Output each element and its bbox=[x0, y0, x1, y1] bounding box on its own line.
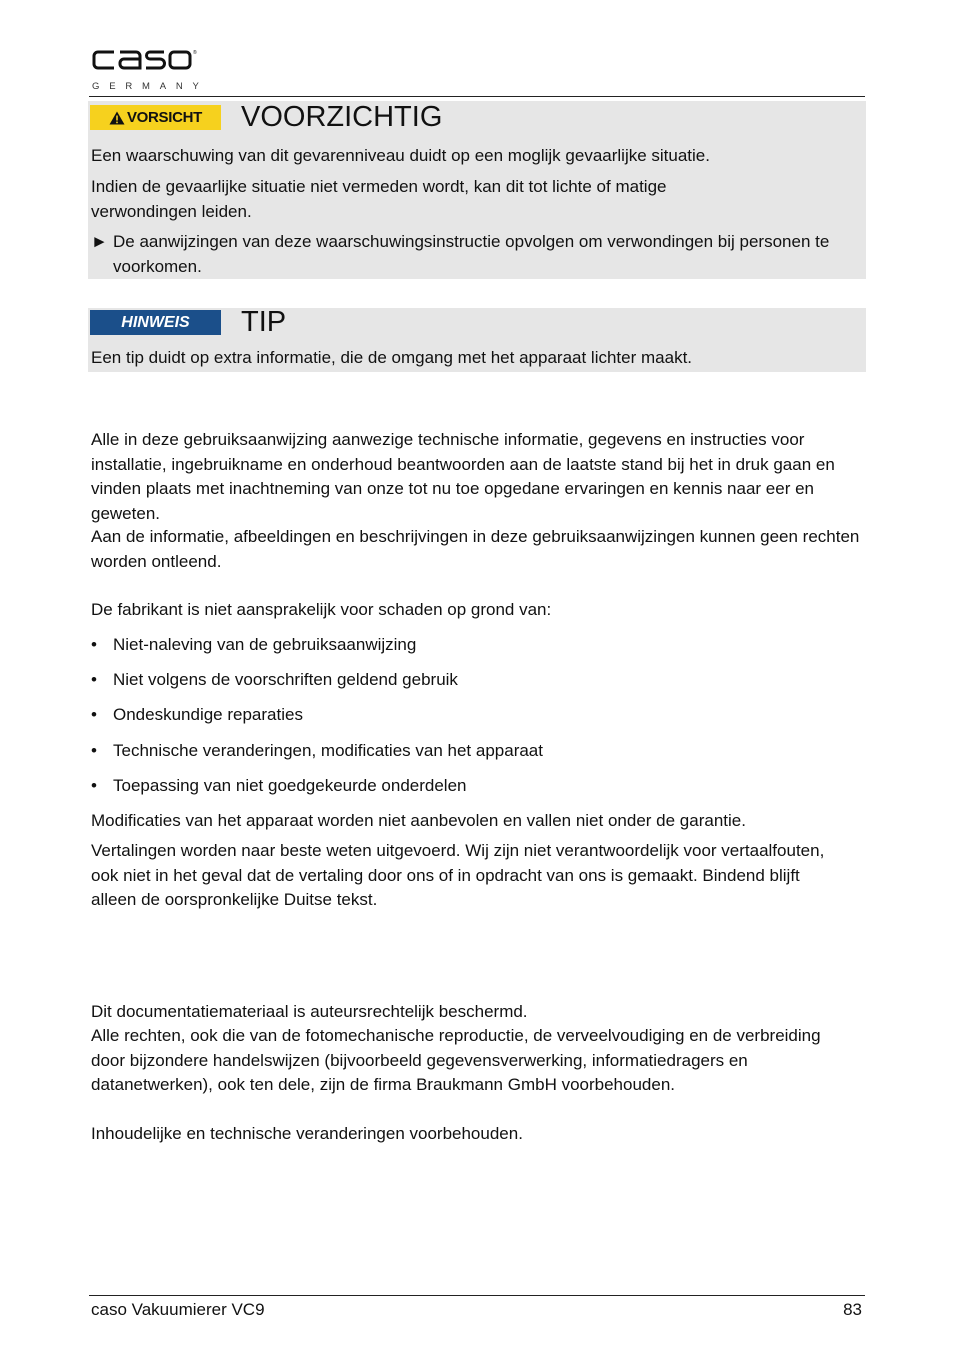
list-item bbox=[91, 633, 543, 668]
copyright-line: Alle rechten, ook die van de fotomechanische reproductie, de verveelvoudiging en de verbreiding door bijzondere handelswijzen (bijvoorbeeld gegevensverwerking, informatiedragers en datanetwerken), ook ten dele, zijn de firma Braukmann GmbH voorbehouden. bbox=[91, 1026, 821, 1094]
list-item-text: Niet volgens de voorschriften geldend gebruik bbox=[113, 670, 458, 690]
list-item-text: Ondeskundige reparaties bbox=[113, 705, 303, 725]
copyright-line: Inhoudelijke en technische veranderingen voorbehouden. bbox=[91, 1124, 523, 1143]
tip-text: Een tip duidt op extra informatie, die de omgang met het apparaat lichter maakt. bbox=[91, 348, 693, 367]
list-item bbox=[91, 739, 543, 774]
liability-intro: De fabrikant is niet aansprakelijk voor schaden op grond van: bbox=[91, 600, 552, 619]
caso-logo-mark bbox=[76, 32, 208, 72]
bullet-icon: • bbox=[91, 635, 97, 654]
disclaimer-paragraph: Alle in deze gebruiksaanwijzing aanwezige technische informatie, gegevens en instructies voor installatie, ingebruikname en onderhoud beantwoorden aan de laatste stand bij het in druk gaan en vinden plaats met inachtneming van onze tot nu toe opgedane ervaringen en kennis naar eer en geweten. bbox=[91, 430, 835, 523]
warning-title: VOORZICHTIG bbox=[241, 101, 443, 133]
tip-title: TIP bbox=[241, 306, 287, 338]
footer-divider bbox=[89, 1295, 865, 1296]
warning-paragraph: Indien de gevaarlijke situatie niet vermeden wordt, kan dit tot lichte of matige verwondingen leiden. bbox=[91, 177, 667, 221]
page-number: 83 bbox=[843, 1300, 862, 1319]
header-divider bbox=[89, 96, 865, 97]
arrow-right-icon: ► bbox=[91, 232, 108, 251]
disclaimer-paragraph: Aan de informatie, afbeeldingen en beschrijvingen in deze gebruiksaanwijzingen kunnen geen rechten worden ontleend. bbox=[91, 527, 860, 571]
translations-note: Vertalingen worden naar beste weten uitgevoerd. Wij zijn niet verantwoordelijk voor vertaalfouten, ook niet in het geval dat de vertaling door ons of in opdracht van ons is gemaakt. Bindend blijft alleen de oorspronkelijke Duitse tekst. bbox=[91, 841, 825, 909]
logo-subtext: GERMANY bbox=[92, 81, 209, 92]
list-item-text: Technische veranderingen, modificaties van het apparaat bbox=[113, 740, 543, 760]
copyright-line: Dit documentatiemateriaal is auteursrechtelijk beschermd. bbox=[91, 1002, 528, 1021]
tip-badge bbox=[90, 310, 221, 335]
tip-badge-label: HINWEIS bbox=[121, 313, 190, 331]
warning-badge bbox=[90, 105, 221, 130]
list-item-text: Toepassing van niet goedgekeurde onderdelen bbox=[113, 775, 467, 795]
liability-list bbox=[91, 633, 543, 809]
bullet-icon: • bbox=[91, 705, 97, 725]
warning-action-text: De aanwijzingen van deze waarschuwingsinstructie opvolgen om verwondingen bij personen te voorkomen. bbox=[113, 232, 830, 276]
list-item bbox=[91, 703, 543, 738]
warning-badge-label: VORSICHT bbox=[126, 109, 203, 126]
modifications-note: Modificaties van het apparaat worden niet aanbevolen en vallen niet onder de garantie. bbox=[91, 811, 746, 830]
list-item-text: Niet-naleving van de gebruiksaanwijzing bbox=[113, 635, 417, 654]
svg-text:®: ® bbox=[193, 50, 197, 56]
caso-logo bbox=[76, 32, 208, 96]
warning-action bbox=[91, 230, 851, 279]
footer-product: caso Vakuumierer VC9 bbox=[91, 1300, 265, 1319]
bullet-icon: • bbox=[91, 740, 97, 760]
bullet-icon: • bbox=[91, 775, 97, 795]
warning-triangle-icon bbox=[109, 111, 125, 125]
bullet-icon: • bbox=[91, 670, 97, 690]
list-item bbox=[91, 668, 543, 703]
list-item bbox=[91, 774, 543, 809]
warning-paragraph: Een waarschuwing van dit gevarenniveau duidt op een moglijk gevaarlijke situatie. bbox=[91, 146, 710, 165]
